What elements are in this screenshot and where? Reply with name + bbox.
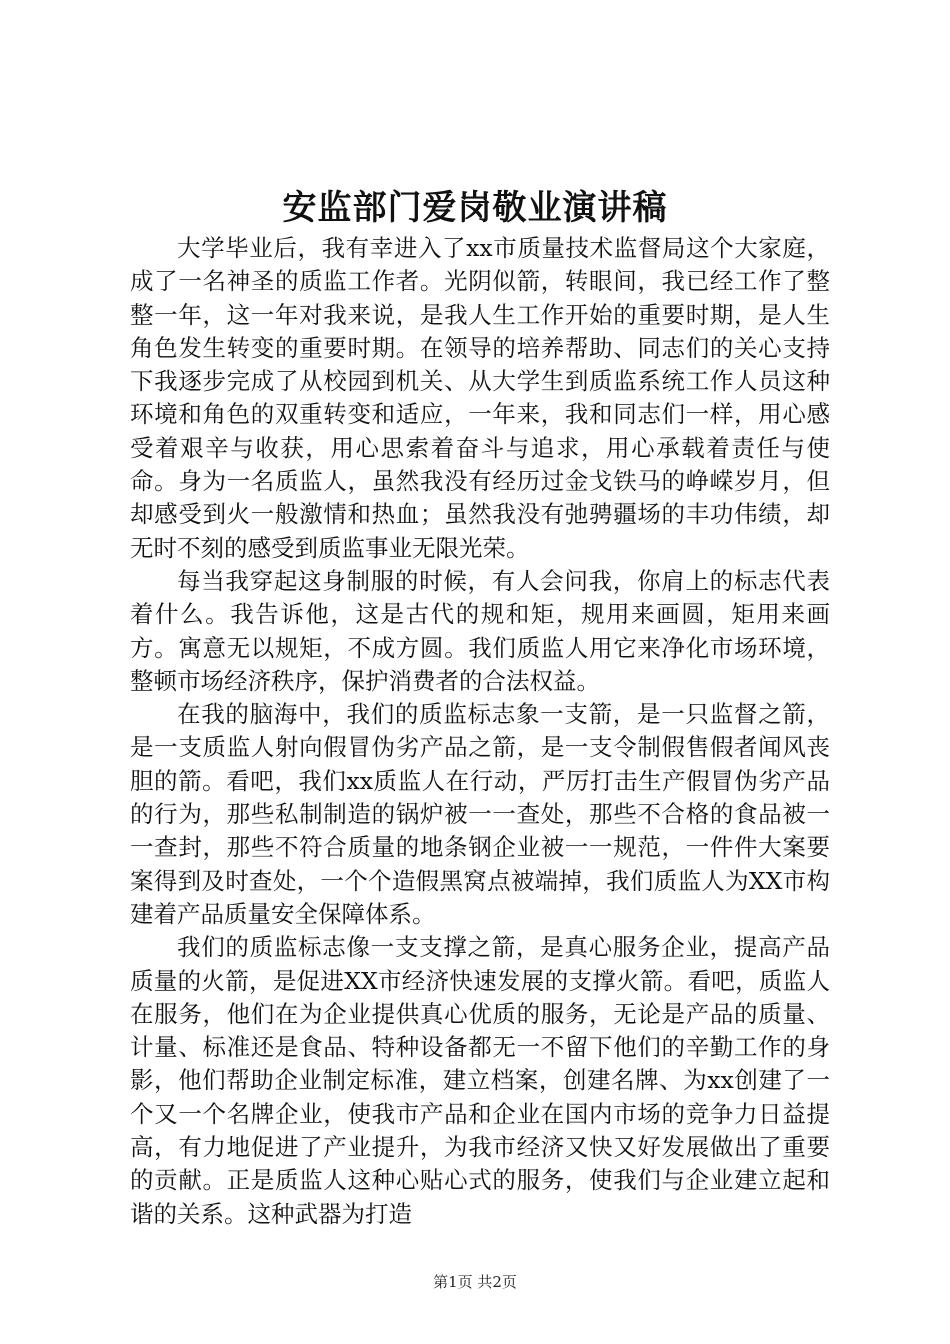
paragraph: 每当我穿起这身制服的时候，有人会问我，你肩上的标志代表着什么。我告诉他，这是古代的规和矩，规用来画圆，矩用来画方。寓意无以规矩，不成方圆。我们质监人用它来净化市场环境，整顿市场经济秩序，保护消费者的合法权益。: [130, 566, 830, 695]
paragraph: 在我的脑海中，我们的质监标志象一支箭，是一只监督之箭，是一支质监人射向假冒伪劣产品之箭，是一支令制假售假者闻风丧胆的箭。看吧，我们xx质监人在行动，严厉打击生产假冒伪劣产品的行为，那些私制制造的锅炉被一一查处，那些不合格的食品被一一查封，那些不符合质量的地条钢企业被一一规范，一件件大案要案得到及时查处，一个个造假黑窝点被端掉，我们质监人为XX市构建着产品质量安全保障体系。: [130, 700, 830, 928]
paragraph: 我们的质监标志像一支支撑之箭，是真心服务企业，提高产品质量的火箭，是促进XX市经济快速发展的支撑火箭。看吧，质监人在服务，他们在为企业提供真心优质的服务，无论是产品的质量、计量、标准还是食品、特种设备都无一不留下他们的辛勤工作的身影，他们帮助企业制定标准，建立档案，创建名牌、为xx创建了一个又一个名牌企业，使我市产品和企业在国内市场的竞争力日益提高，有力地促进了产业提升，为我市经济又快又好发展做出了重要的贡献。正是质监人这种心贴心式的服务，使我们与企业建立起和谐的关系。这种武器为打造: [130, 933, 830, 1228]
document-body: [130, 232, 830, 1231]
paragraph: 大学毕业后，我有幸进入了xx市质量技术监督局这个大家庭，成了一名神圣的质监工作者。光阴似箭，转眼间，我已经工作了整整一年，这一年对我来说，是我人生工作开始的重要时期，是人生角色发生转变的重要时期。在领导的培养帮助、同志们的关心支持下我逐步完成了从校园到机关、从大学生到质监系统工作人员这种环境和角色的双重转变和适应，一年来，我和同志们一样，用心感受着艰辛与收获，用心思索着奋斗与追求，用心承载着责任与使命。身为一名质监人，虽然我没有经历过金戈铁马的峥嵘岁月，但却感受到火一般激情和热血；虽然我没有弛骋疆场的丰功伟绩，却无时不刻的感受到质监事业无限光荣。: [130, 234, 830, 562]
document-title: 安监部门爱岗敬业演讲稿: [282, 188, 668, 228]
page-number-footer: 第1页 共2页: [433, 1273, 517, 1291]
